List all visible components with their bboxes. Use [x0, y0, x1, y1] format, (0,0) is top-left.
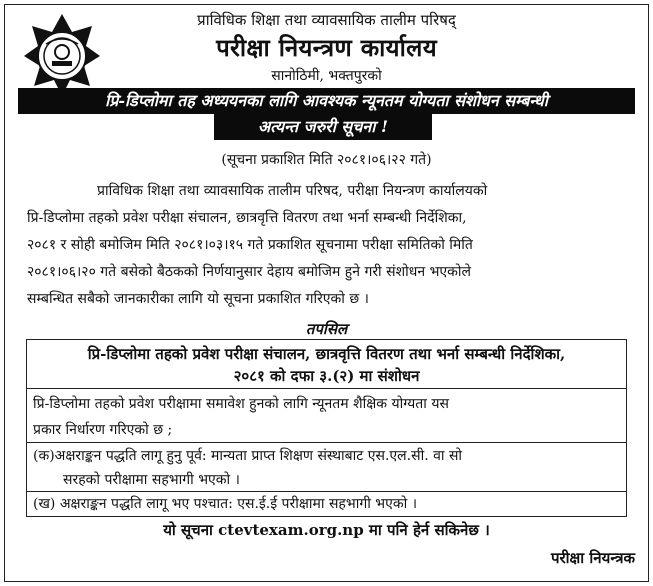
row-divider: [27, 491, 626, 492]
item-ka-line1: (क)अक्षराङ्कन पद्धति लागू हुनु पूर्व: मान्यता प्राप्त शिक्षण संस्थाबाट एस.एल.सी. वा सो: [33, 448, 463, 464]
notice-body: [27, 178, 626, 313]
body-line: २०८१।०६।२० गते बसेको बैठकको निर्णयानुसार देहाय बमोजिम हुने गरी संशोधन भएकोले: [27, 264, 472, 280]
body-line: सम्बन्धित सबैको जानकारीका लागि यो सूचना प्रकाशित गरिएको छ ।: [27, 291, 369, 307]
schedule-heading: तपसिल: [305, 320, 348, 338]
body-line: प्राविधिक शिक्षा तथा व्यावसायिक तालीम परिषद, परीक्षा नियन्त्रण कार्यालयको: [97, 183, 488, 199]
notice-title-banner: प्रि-डिप्लोमा तह अध्ययनका लागि आवश्यक न्यूनतम योग्यता संशोधन सम्बन्धी: [18, 88, 635, 114]
row-divider: [27, 442, 626, 443]
item-ka-line2: सरहको परीक्षामा सहभागी भएको ।: [63, 472, 240, 488]
body-line: २०८१ र सोही बमोजिम मिति २०८१।०३।१५ गते प्रकाशित सूचनामा परीक्षा समितिको मिति: [27, 237, 473, 253]
signatory-title: परीक्षा नियन्त्रक: [551, 549, 635, 567]
amendment-heading-box: [26, 339, 627, 389]
office-name: परीक्षा नियन्त्रण कार्यालय: [216, 33, 437, 62]
amendment-heading-line1: प्रि-डिप्लोमा तहको प्रवेश परीक्षा संचालन, छात्रवृत्ति वितरण तथा भर्ना सम्बन्धी निर्देशिका,: [87, 345, 566, 363]
item-kha: (ख) अक्षराङ्कन पद्धति लागू भए पश्चात: एस.ई.ई परीक्षामा सहभागी भएको ।: [33, 496, 417, 512]
intro-line2: प्रकार निर्धारण गरिएको छ ;: [33, 422, 173, 438]
website-note: यो सूचना ctevtexam.org.np मा पनि हेर्न सकिनेछ ।: [163, 521, 490, 539]
intro-line1: प्रि-डिप्लोमा तहको प्रवेश परीक्षामा समावेश हुनको लागि न्यूनतम शैक्षिक योग्यता यस: [33, 396, 449, 412]
office-address: सानोठिमी, भक्तपुरको: [271, 68, 382, 84]
body-line: प्रि-डिप्लोमा तहको प्रवेश परीक्षा संचालन, छात्रवृत्ति वितरण तथा भर्ना सम्बन्धी निर्देशिका,: [27, 210, 467, 226]
urgent-notice-banner: अत्यन्त जरुरी सूचना !: [214, 114, 432, 140]
publish-date: (सूचना प्रकाशित मिति २०८१।०६।२२ गते): [221, 152, 432, 168]
amendment-heading-line2: २०८१ को दफा ३.(२) मा संशोधन: [233, 367, 420, 385]
amendment-body-box: [26, 389, 627, 517]
organization-name: प्राविधिक शिक्षा तथा व्यावसायिक तालीम परिषद्: [197, 11, 456, 29]
